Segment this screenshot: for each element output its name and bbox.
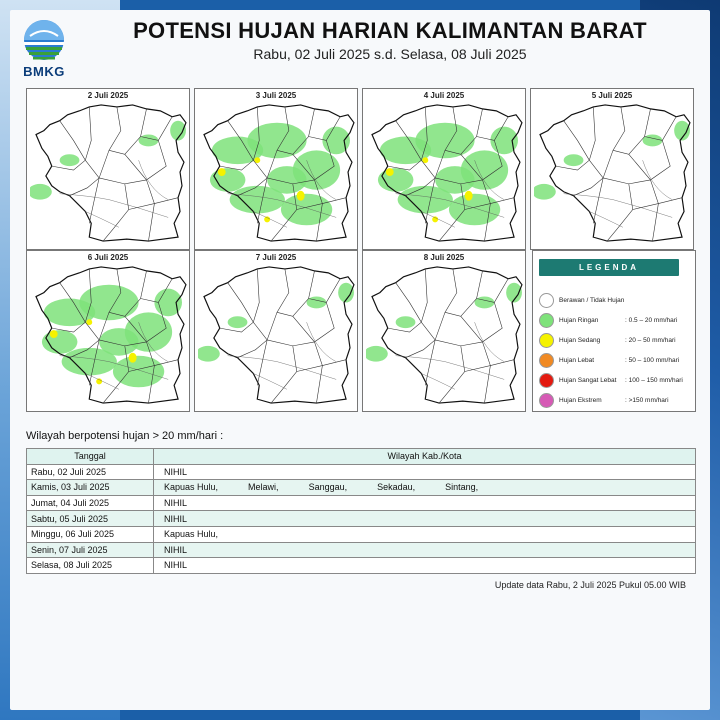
light-rain-area xyxy=(475,297,495,309)
light-rain-area xyxy=(79,285,138,321)
map-date-label: 3 Juli 2025 xyxy=(255,91,297,100)
district-boundary xyxy=(125,140,166,179)
logo-text: BMKG xyxy=(23,64,65,79)
region-cell xyxy=(154,558,696,574)
map-date-label: 6 Juli 2025 xyxy=(87,253,129,262)
page-subtitle: Rabu, 02 Juli 2025 s.d. Selasa, 08 Juli 2025 xyxy=(253,46,527,62)
region-cell xyxy=(154,495,696,511)
region-name: NIHIL xyxy=(164,498,188,509)
district-boundary xyxy=(629,140,670,179)
date-cell: Kamis, 03 Juli 2025 xyxy=(27,480,154,496)
region-table xyxy=(26,448,696,574)
river-line xyxy=(60,194,169,218)
table-row xyxy=(27,495,696,511)
district-boundary xyxy=(129,204,155,210)
district-boundary xyxy=(293,302,334,341)
legend-swatch-icon xyxy=(539,313,554,328)
legend-label: Hujan Lebat xyxy=(559,357,595,364)
date-cell: Sabtu, 05 Juli 2025 xyxy=(27,511,154,527)
date-cell: Senin, 07 Juli 2025 xyxy=(27,542,154,558)
legend-range: : 100 – 150 mm/hari xyxy=(625,377,683,384)
light-rain-area xyxy=(210,168,246,192)
district-boundary xyxy=(574,178,604,196)
light-rain-area xyxy=(643,135,663,147)
region-name: Sekadau, xyxy=(377,482,416,493)
district-boundary xyxy=(109,109,146,154)
rain-map-panel xyxy=(26,250,190,412)
legend-item xyxy=(539,313,694,329)
light-rain-area xyxy=(435,166,474,194)
district-boundary xyxy=(253,269,267,385)
kalbar-map xyxy=(198,101,356,247)
bmkg-logo xyxy=(18,16,70,78)
district-boundary xyxy=(465,366,491,372)
legend-label: Hujan Ringan xyxy=(559,317,599,324)
region-heading: Wilayah berpotensi hujan > 20 mm/hari : xyxy=(26,430,224,442)
rain-map-panel xyxy=(362,250,526,412)
river-line xyxy=(307,322,337,361)
region-cell xyxy=(154,511,696,527)
legend-range: : 20 – 50 mm/hari xyxy=(625,337,676,344)
moderate-rain-area xyxy=(264,216,270,222)
rain-map-panel xyxy=(194,88,358,250)
river-line xyxy=(564,194,673,218)
district-boundary xyxy=(70,178,100,196)
light-rain-area xyxy=(415,123,474,159)
light-rain-area xyxy=(366,346,388,362)
light-rain-area xyxy=(198,346,220,362)
table-row xyxy=(27,558,696,574)
province-outline xyxy=(204,267,354,403)
moderate-rain-area xyxy=(129,353,137,363)
district-boundary xyxy=(435,340,482,346)
district-boundary xyxy=(445,271,482,316)
district-boundary xyxy=(267,269,289,340)
light-rain-area xyxy=(534,184,556,200)
district-boundary xyxy=(271,346,297,403)
light-rain-area xyxy=(113,356,164,388)
region-name: Kapuas Hulu, xyxy=(164,529,219,540)
region-name: Sanggau, xyxy=(308,482,348,493)
district-boundary xyxy=(650,180,658,241)
kalbar-map xyxy=(534,101,692,247)
legend-label: Hujan Ekstrem xyxy=(559,397,602,404)
bmkg-logo-emblem-icon xyxy=(18,16,70,64)
district-boundary xyxy=(238,340,268,358)
district-boundary xyxy=(607,184,633,241)
river-line xyxy=(228,356,337,380)
date-cell: Jumat, 04 Juli 2025 xyxy=(27,495,154,511)
map-date-label: 7 Juli 2025 xyxy=(255,253,297,262)
light-rain-area xyxy=(449,194,500,226)
kalbar-map xyxy=(366,101,524,247)
river-line xyxy=(643,160,673,199)
moderate-rain-area xyxy=(96,378,102,384)
district-boundary xyxy=(482,342,490,403)
legend-swatch-icon xyxy=(539,393,554,408)
district-boundary xyxy=(435,269,457,340)
light-rain-area xyxy=(60,154,80,166)
legend-swatch-icon xyxy=(539,353,554,368)
date-cell: Rabu, 02 Juli 2025 xyxy=(27,464,154,480)
province-outline xyxy=(372,267,522,403)
legend-label: Hujan Sedang xyxy=(559,337,601,344)
district-boundary xyxy=(60,121,86,160)
page-title: POTENSI HUJAN HARIAN KALIMANTAN BARAT xyxy=(133,18,647,43)
district-boundary xyxy=(314,342,322,403)
district-boundary xyxy=(439,346,465,403)
kalbar-map xyxy=(366,263,524,409)
kalbar-map xyxy=(30,101,188,247)
district-boundary xyxy=(589,107,603,223)
table-row xyxy=(27,480,696,496)
legend-item xyxy=(539,393,694,409)
region-cell xyxy=(154,464,696,480)
region-name: Kapuas Hulu, xyxy=(164,482,219,493)
district-boundary xyxy=(99,178,146,184)
region-name: NIHIL xyxy=(164,560,188,571)
district-boundary xyxy=(421,269,435,385)
light-rain-area xyxy=(281,194,332,226)
light-rain-area xyxy=(228,316,248,328)
legend-item xyxy=(539,293,694,309)
region-cell xyxy=(154,480,696,496)
rain-map-panel xyxy=(194,250,358,412)
light-rain-area xyxy=(139,135,159,147)
district-boundary xyxy=(461,302,502,341)
region-name: NIHIL xyxy=(164,466,188,477)
kalbar-map xyxy=(30,263,188,409)
district-boundary xyxy=(99,107,121,178)
district-boundary xyxy=(103,184,129,241)
district-boundary xyxy=(396,283,422,322)
river-line xyxy=(475,322,505,361)
moderate-rain-area xyxy=(432,216,438,222)
district-boundary xyxy=(406,340,436,358)
legend-swatch-icon xyxy=(539,293,554,308)
district-boundary xyxy=(297,366,323,372)
map-date-label: 8 Juli 2025 xyxy=(423,253,465,262)
column-header-region: Wilayah Kab./Kota xyxy=(154,449,696,465)
light-rain-area xyxy=(99,328,138,356)
rain-map-panel xyxy=(530,88,694,250)
legend-item xyxy=(539,373,694,389)
light-rain-area xyxy=(42,330,78,354)
region-cell xyxy=(154,526,696,542)
light-rain-area xyxy=(30,184,52,200)
legend-item xyxy=(539,333,694,349)
moderate-rain-area xyxy=(297,191,305,201)
legend-label: Hujan Sangat Lebat xyxy=(559,377,617,384)
district-boundary xyxy=(564,121,590,160)
map-date-label: 4 Juli 2025 xyxy=(423,91,465,100)
legend-range: : 50 – 100 mm/hari xyxy=(625,357,680,364)
region-name: NIHIL xyxy=(164,544,188,555)
region-name: NIHIL xyxy=(164,513,188,524)
table-row xyxy=(27,511,696,527)
legend-panel xyxy=(532,250,696,412)
district-boundary xyxy=(633,204,659,210)
region-name: Melawi, xyxy=(248,482,279,493)
map-date-label: 2 Juli 2025 xyxy=(87,91,129,100)
district-boundary xyxy=(85,107,99,223)
river-line xyxy=(396,356,505,380)
update-note: Update data Rabu, 2 Juli 2025 Pukul 05.00 WIB xyxy=(494,580,686,590)
moderate-rain-area xyxy=(218,168,226,176)
map-date-label: 5 Juli 2025 xyxy=(591,91,633,100)
bulletin-page xyxy=(10,10,710,710)
date-cell: Selasa, 08 Juli 2025 xyxy=(27,558,154,574)
river-line xyxy=(139,160,169,199)
table-row xyxy=(27,542,696,558)
rain-map-panel xyxy=(26,88,190,250)
moderate-rain-area xyxy=(386,168,394,176)
light-rain-area xyxy=(267,166,306,194)
legend-range: : 0.5 – 20 mm/hari xyxy=(625,317,678,324)
kalbar-map xyxy=(198,263,356,409)
district-boundary xyxy=(603,178,650,184)
legend-swatch-icon xyxy=(539,373,554,388)
moderate-rain-area xyxy=(465,191,473,201)
light-rain-area xyxy=(564,154,584,166)
region-cell xyxy=(154,542,696,558)
legend-item xyxy=(539,353,694,369)
district-boundary xyxy=(603,107,625,178)
table-row xyxy=(27,526,696,542)
legend-range: : >150 mm/hari xyxy=(625,397,669,404)
district-boundary xyxy=(146,180,154,241)
district-boundary xyxy=(267,340,314,346)
light-rain-area xyxy=(307,297,327,309)
province-outline xyxy=(36,105,186,241)
rain-map-panel xyxy=(362,88,526,250)
legend-title: LEGENDA xyxy=(539,259,679,276)
table-row xyxy=(27,464,696,480)
region-name: Sintang, xyxy=(445,482,479,493)
light-rain-area xyxy=(396,316,416,328)
legend-swatch-icon xyxy=(539,333,554,348)
light-rain-area xyxy=(378,168,414,192)
column-header-date: Tanggal xyxy=(27,449,154,465)
moderate-rain-area xyxy=(50,330,58,338)
legend-label: Berawan / Tidak Hujan xyxy=(559,297,625,304)
province-outline xyxy=(540,105,690,241)
district-boundary xyxy=(613,109,650,154)
light-rain-area xyxy=(247,123,306,159)
date-cell: Minggu, 06 Juli 2025 xyxy=(27,526,154,542)
district-boundary xyxy=(277,271,314,316)
district-boundary xyxy=(228,283,254,322)
